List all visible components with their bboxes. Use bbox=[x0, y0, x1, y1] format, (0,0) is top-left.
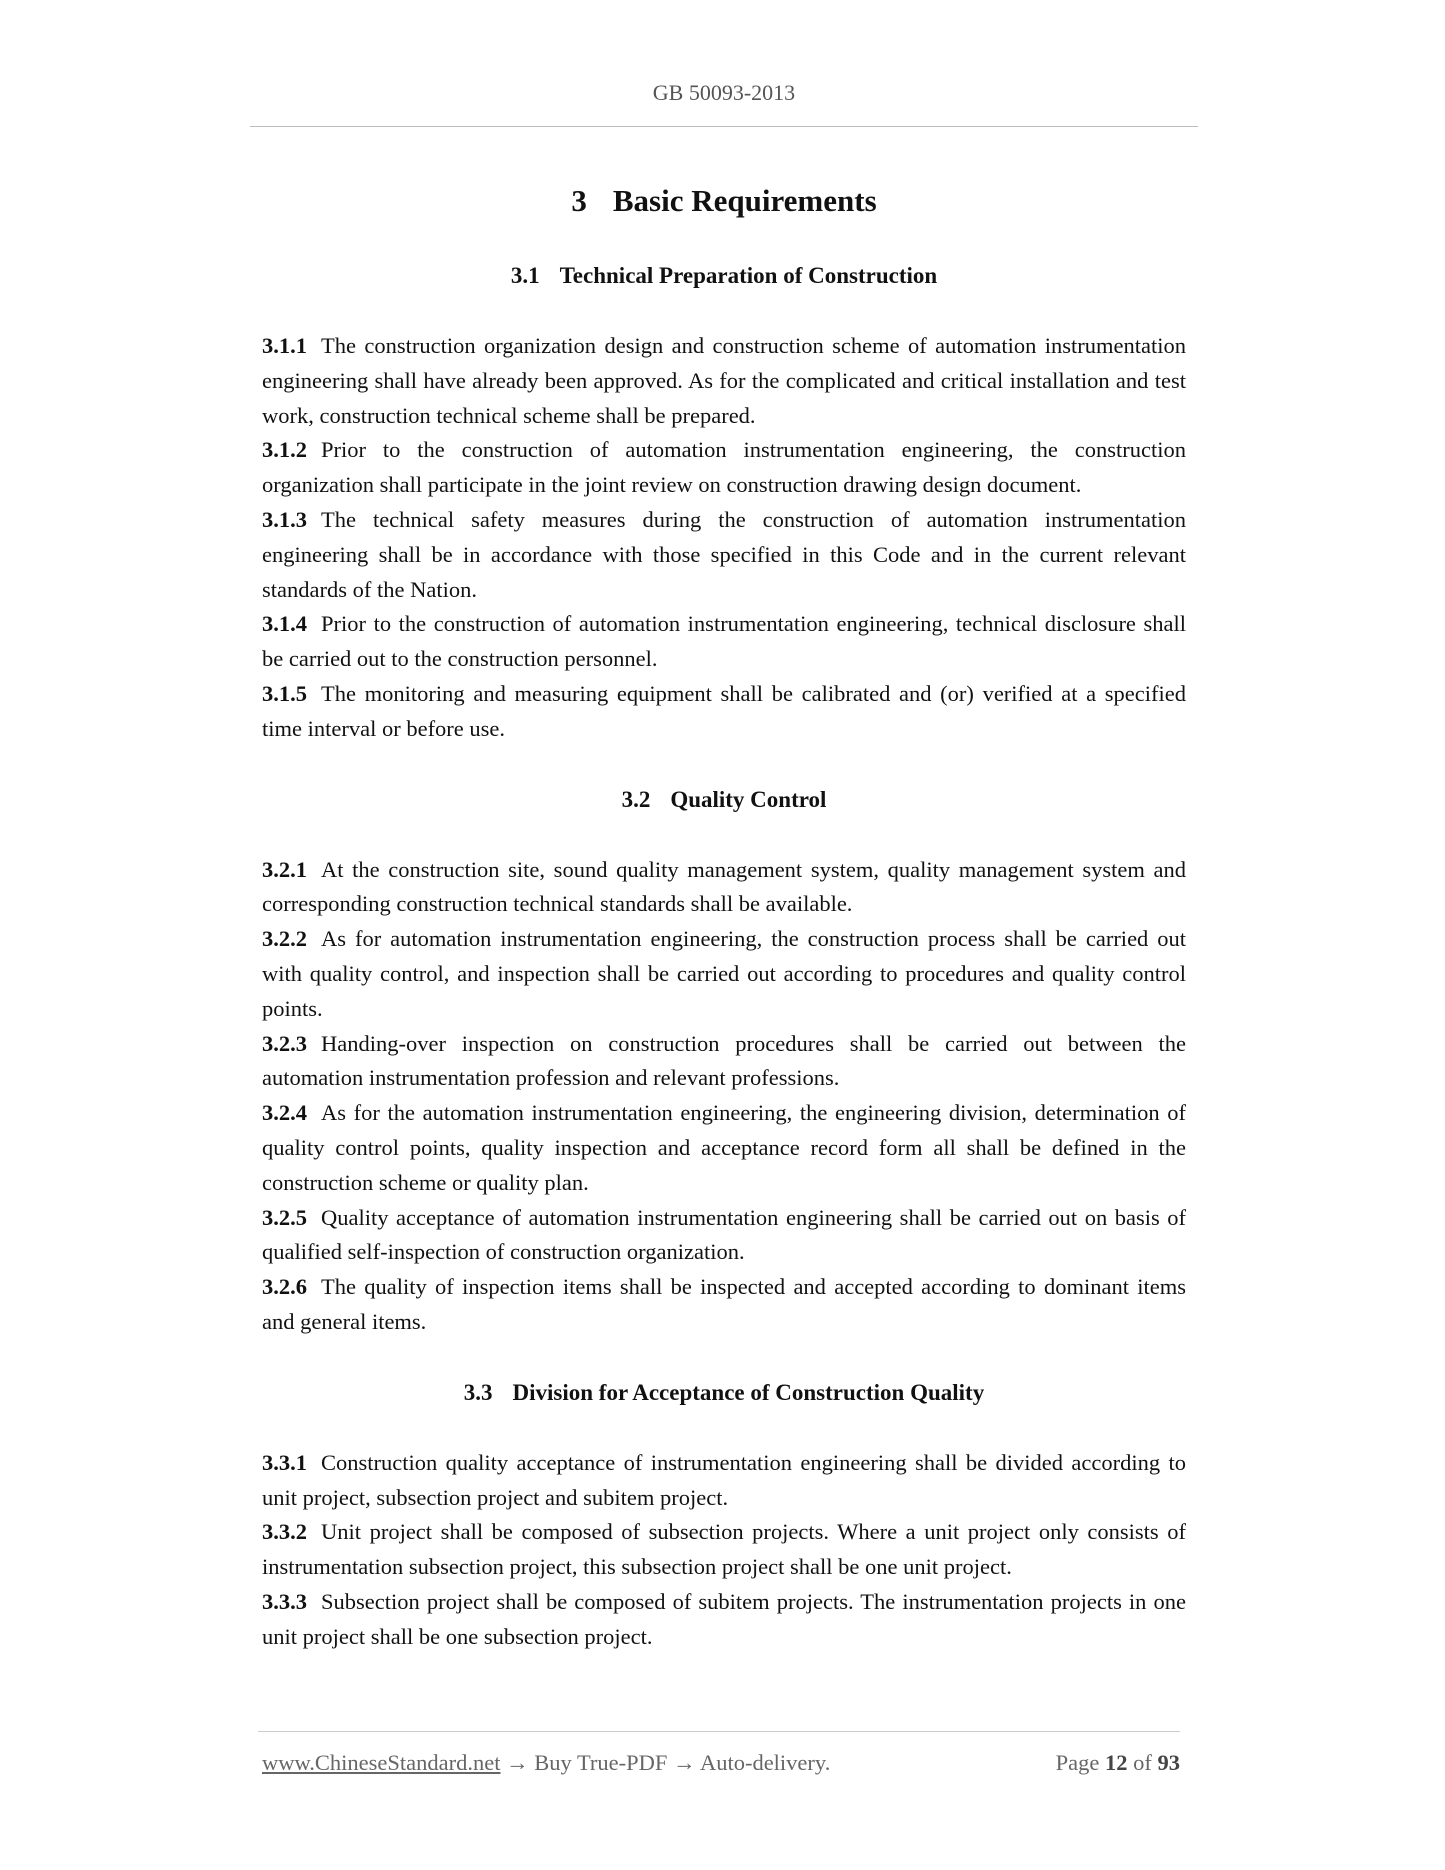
clause-number: 3.1.5 bbox=[262, 680, 307, 706]
clause-text: Unit project shall be composed of subsection projects. Where a unit project only consists of instrumentation subsection project, this subsection project shall be one unit project. bbox=[262, 1519, 1186, 1580]
section-heading-3-1 bbox=[262, 259, 1186, 293]
current-page-number: 12 bbox=[1105, 1750, 1128, 1775]
auto-delivery-text: Auto-delivery. bbox=[699, 1750, 831, 1775]
section-number: 3.3 bbox=[463, 1379, 493, 1405]
clause-text: Quality acceptance of automation instrumentation engineering shall be carried out on basis of qualified self-inspection of construction organization. bbox=[262, 1204, 1186, 1265]
clause-number: 3.2.4 bbox=[262, 1100, 307, 1126]
clause-number: 3.2.3 bbox=[262, 1030, 307, 1056]
page-label: Page bbox=[1055, 1750, 1100, 1775]
clause-3-2-3 bbox=[262, 1027, 1186, 1097]
clause-3-1-3 bbox=[262, 503, 1186, 607]
clause-number: 3.3.1 bbox=[262, 1449, 307, 1475]
clause-3-3-1 bbox=[262, 1446, 1186, 1516]
clause-number: 3.1.3 bbox=[262, 506, 307, 532]
clause-number: 3.2.5 bbox=[262, 1204, 307, 1230]
clause-text: The quality of inspection items shall be inspected and accepted according to dominant items and general items. bbox=[262, 1274, 1186, 1334]
buy-true-pdf-text: Buy True-PDF bbox=[534, 1750, 668, 1775]
clause-text: The construction organization design and construction scheme of automation instrumentation engineering shall have already been approved. As for the complicated and critical installation and test work, construction technical scheme shall be prepared. bbox=[262, 333, 1186, 428]
clause-3-2-2 bbox=[262, 922, 1186, 1026]
clause-text: The technical safety measures during the construction of automation instrumentation engineering shall be in accordance with those specified in this Code and in the current relevant standards of the Nation. bbox=[262, 506, 1186, 602]
chapter-number: 3 bbox=[571, 183, 587, 218]
clause-3-1-4 bbox=[262, 607, 1186, 677]
clause-number: 3.1.2 bbox=[262, 437, 307, 463]
clause-3-2-5 bbox=[262, 1201, 1186, 1271]
section-heading-3-3 bbox=[262, 1376, 1186, 1410]
clause-text: At the construction site, sound quality management system, quality management system and corresponding construction technical standards shall be available. bbox=[262, 856, 1186, 917]
clause-number: 3.2.1 bbox=[262, 856, 307, 882]
clause-text: Prior to the construction of automation instrumentation engineering, the construction organization shall participate in the joint review on construction drawing design document. bbox=[262, 437, 1186, 498]
arrow-icon: → bbox=[506, 1750, 529, 1775]
clause-text: Prior to the construction of automation instrumentation engineering, technical disclosure shall be carried out to the construction personnel. bbox=[262, 611, 1186, 672]
clause-3-3-2 bbox=[262, 1515, 1186, 1585]
section-title: Division for Acceptance of Construction Quality bbox=[512, 1379, 985, 1405]
clause-3-2-1 bbox=[262, 853, 1186, 923]
clause-3-1-2 bbox=[262, 433, 1186, 503]
clause-number: 3.1.4 bbox=[262, 611, 307, 637]
document-body bbox=[262, 259, 1186, 1655]
clause-3-2-4 bbox=[262, 1096, 1186, 1200]
page-of-label: of bbox=[1133, 1750, 1152, 1775]
clause-text: As for automation instrumentation engineering, the construction process shall be carried out with quality control, and inspection shall be carried out according to procedures and quality control points. bbox=[262, 926, 1186, 1021]
section-title: Quality Control bbox=[670, 786, 827, 812]
clause-3-2-6 bbox=[262, 1270, 1186, 1340]
footer-divider bbox=[258, 1731, 1180, 1732]
site-link[interactable]: www.ChineseStandard.net bbox=[262, 1750, 501, 1775]
chapter-title-text: Basic Requirements bbox=[612, 183, 877, 218]
document-code-header: GB 50093-2013 bbox=[652, 80, 796, 105]
clause-number: 3.3.2 bbox=[262, 1519, 307, 1545]
clause-3-3-3 bbox=[262, 1585, 1186, 1655]
page-indicator bbox=[1056, 1750, 1180, 1776]
chapter-title bbox=[250, 183, 1198, 219]
section-title: Technical Preparation of Construction bbox=[559, 263, 938, 288]
clause-text: As for the automation instrumentation engineering, the engineering division, determination of quality control points, quality inspection and acceptance record form all shall be defined in the construction scheme or quality plan. bbox=[262, 1100, 1186, 1195]
clause-text: The monitoring and measuring equipment shall be calibrated and (or) verified at a specified time interval or before use. bbox=[262, 680, 1186, 741]
clause-number: 3.2.2 bbox=[262, 926, 307, 952]
clause-number: 3.1.1 bbox=[262, 333, 307, 358]
header-divider bbox=[250, 126, 1198, 127]
section-number: 3.2 bbox=[621, 786, 651, 812]
clause-3-1-5 bbox=[262, 677, 1186, 747]
clause-3-1-1 bbox=[262, 329, 1186, 433]
clause-number: 3.3.3 bbox=[262, 1588, 307, 1614]
section-number: 3.1 bbox=[510, 263, 540, 288]
footer-promo bbox=[262, 1750, 830, 1776]
clause-text: Construction quality acceptance of instrumentation engineering shall be divided according to unit project, subsection project and subitem project. bbox=[262, 1449, 1186, 1510]
clause-text: Handing-over inspection on construction procedures shall be carried out between the automation instrumentation profession and relevant professions. bbox=[262, 1030, 1186, 1091]
arrow-icon: → bbox=[673, 1750, 696, 1775]
section-heading-3-2 bbox=[262, 783, 1186, 817]
clause-text: Subsection project shall be composed of subitem projects. The instrumentation projects in one unit project shall be one subsection project. bbox=[262, 1588, 1186, 1649]
clause-number: 3.2.6 bbox=[262, 1274, 307, 1300]
total-pages-number: 93 bbox=[1157, 1750, 1180, 1775]
